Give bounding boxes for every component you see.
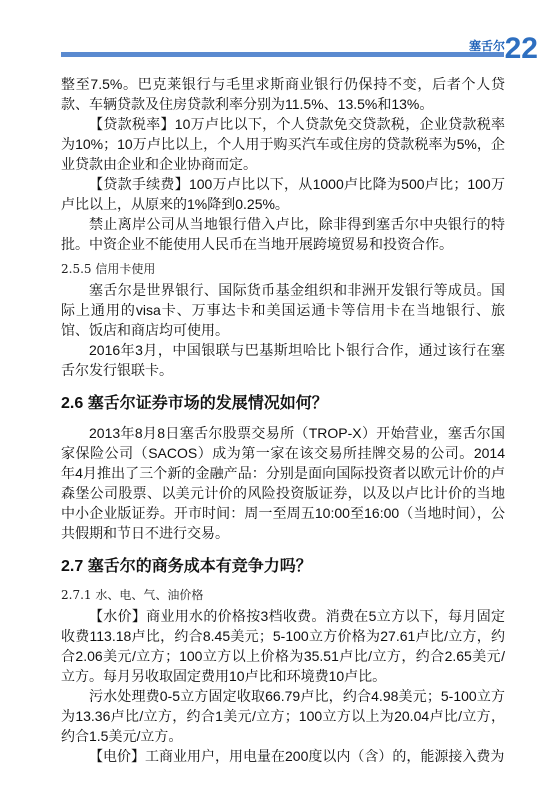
paragraph-credit-cards: 塞舌尔是世界银行、国际货币基金组织和非洲开发银行等成员。国际上通用的visa卡、万事达卡和美国运通卡等信用卡在当地银行、旅馆、饭店和商店均可使用。: [61, 282, 505, 338]
paragraph-unionpay: 2016年3月，中国银联与巴基斯坦哈比卜银行合作，通过该行在塞舌尔发行银联卡。: [61, 342, 505, 378]
paragraph-offshore-restriction: 禁止离岸公司从当地银行借入卢比，除非得到塞舌尔中央银行的特批。中资企业不能使用人民币在当地开展跨境贸易和投资合作。: [61, 216, 505, 252]
paragraph-sewage-fee: 污水处理费0-5立方固定收取66.79卢比，约合4.98美元；5-100立方为13.36卢比/立方，约合1美元/立方；100立方以上为20.04卢比/立方，约合1.5美元/立方。: [61, 688, 505, 744]
section-heading-business-cost: 2.7 塞舌尔的商务成本有竞争力吗？: [61, 558, 312, 575]
header-rule: [61, 52, 504, 57]
page-body: [61, 74, 505, 766]
subsection-heading-credit-card: 2.5.5 信用卡使用: [61, 262, 156, 276]
paragraph-water-price: 【水价】商业用水的价格按3档收费。消费在5立方以下，每月固定收费113.18卢比，约合8.45美元；5-100立方价格为27.61卢比/立方，约合2.06美元/立方；100立方以上价格为35.51卢比/立方，约合2.65美元/立方。每月另收取固定费用10卢比和环境费10卢比。: [61, 608, 505, 684]
subsection-heading-utility-prices: 2.7.1 水、电、气、油价格: [61, 588, 204, 602]
running-header-country: 塞舌尔: [468, 39, 505, 53]
page-number: 22: [504, 32, 538, 65]
paragraph-stock-exchange: 2013年8月8日塞舌尔股票交易所（TROP-X）开始营业，塞舌尔国家保险公司（SACOS）成为第一家在该交易所挂牌交易的公司。2014年4月推出了三个新的金融产品：分别是面向国际投资者以欧元计价的卢森堡公司股票、以美元计价的风险投资版证券，以及以卢比计价的当地中小企业版证券。开市时间：周一至周五10:00至16:00（当地时间），公共假期和节日不进行交易。: [61, 425, 505, 541]
section-heading-securities: 2.6 塞舌尔证券市场的发展情况如何？: [61, 395, 328, 412]
paragraph-loan-tax: 【贷款税率】10万卢比以下，个人贷款免交贷款税，企业贷款税率为10%；10万卢比以上，个人用于购买汽车或住房的贷款税率为5%，企业贷款由企业和企业协商而定。: [61, 116, 505, 172]
paragraph-electricity-price: 【电价】工商业用户，用电量在200度以内（含）的，能源接入费为: [89, 748, 505, 764]
paragraph-loan-fee: 【贷款手续费】100万卢比以下，从1000卢比降为500卢比；100万卢比以上，从原来的1%降到0.25%。: [61, 176, 505, 212]
paragraph-loan-rates-cont: 整至7.5%。巴克莱银行与毛里求斯商业银行仍保持不变，后者个人贷款、车辆贷款及住房贷款利率分别为11.5%、13.5%和13%。: [61, 76, 505, 112]
